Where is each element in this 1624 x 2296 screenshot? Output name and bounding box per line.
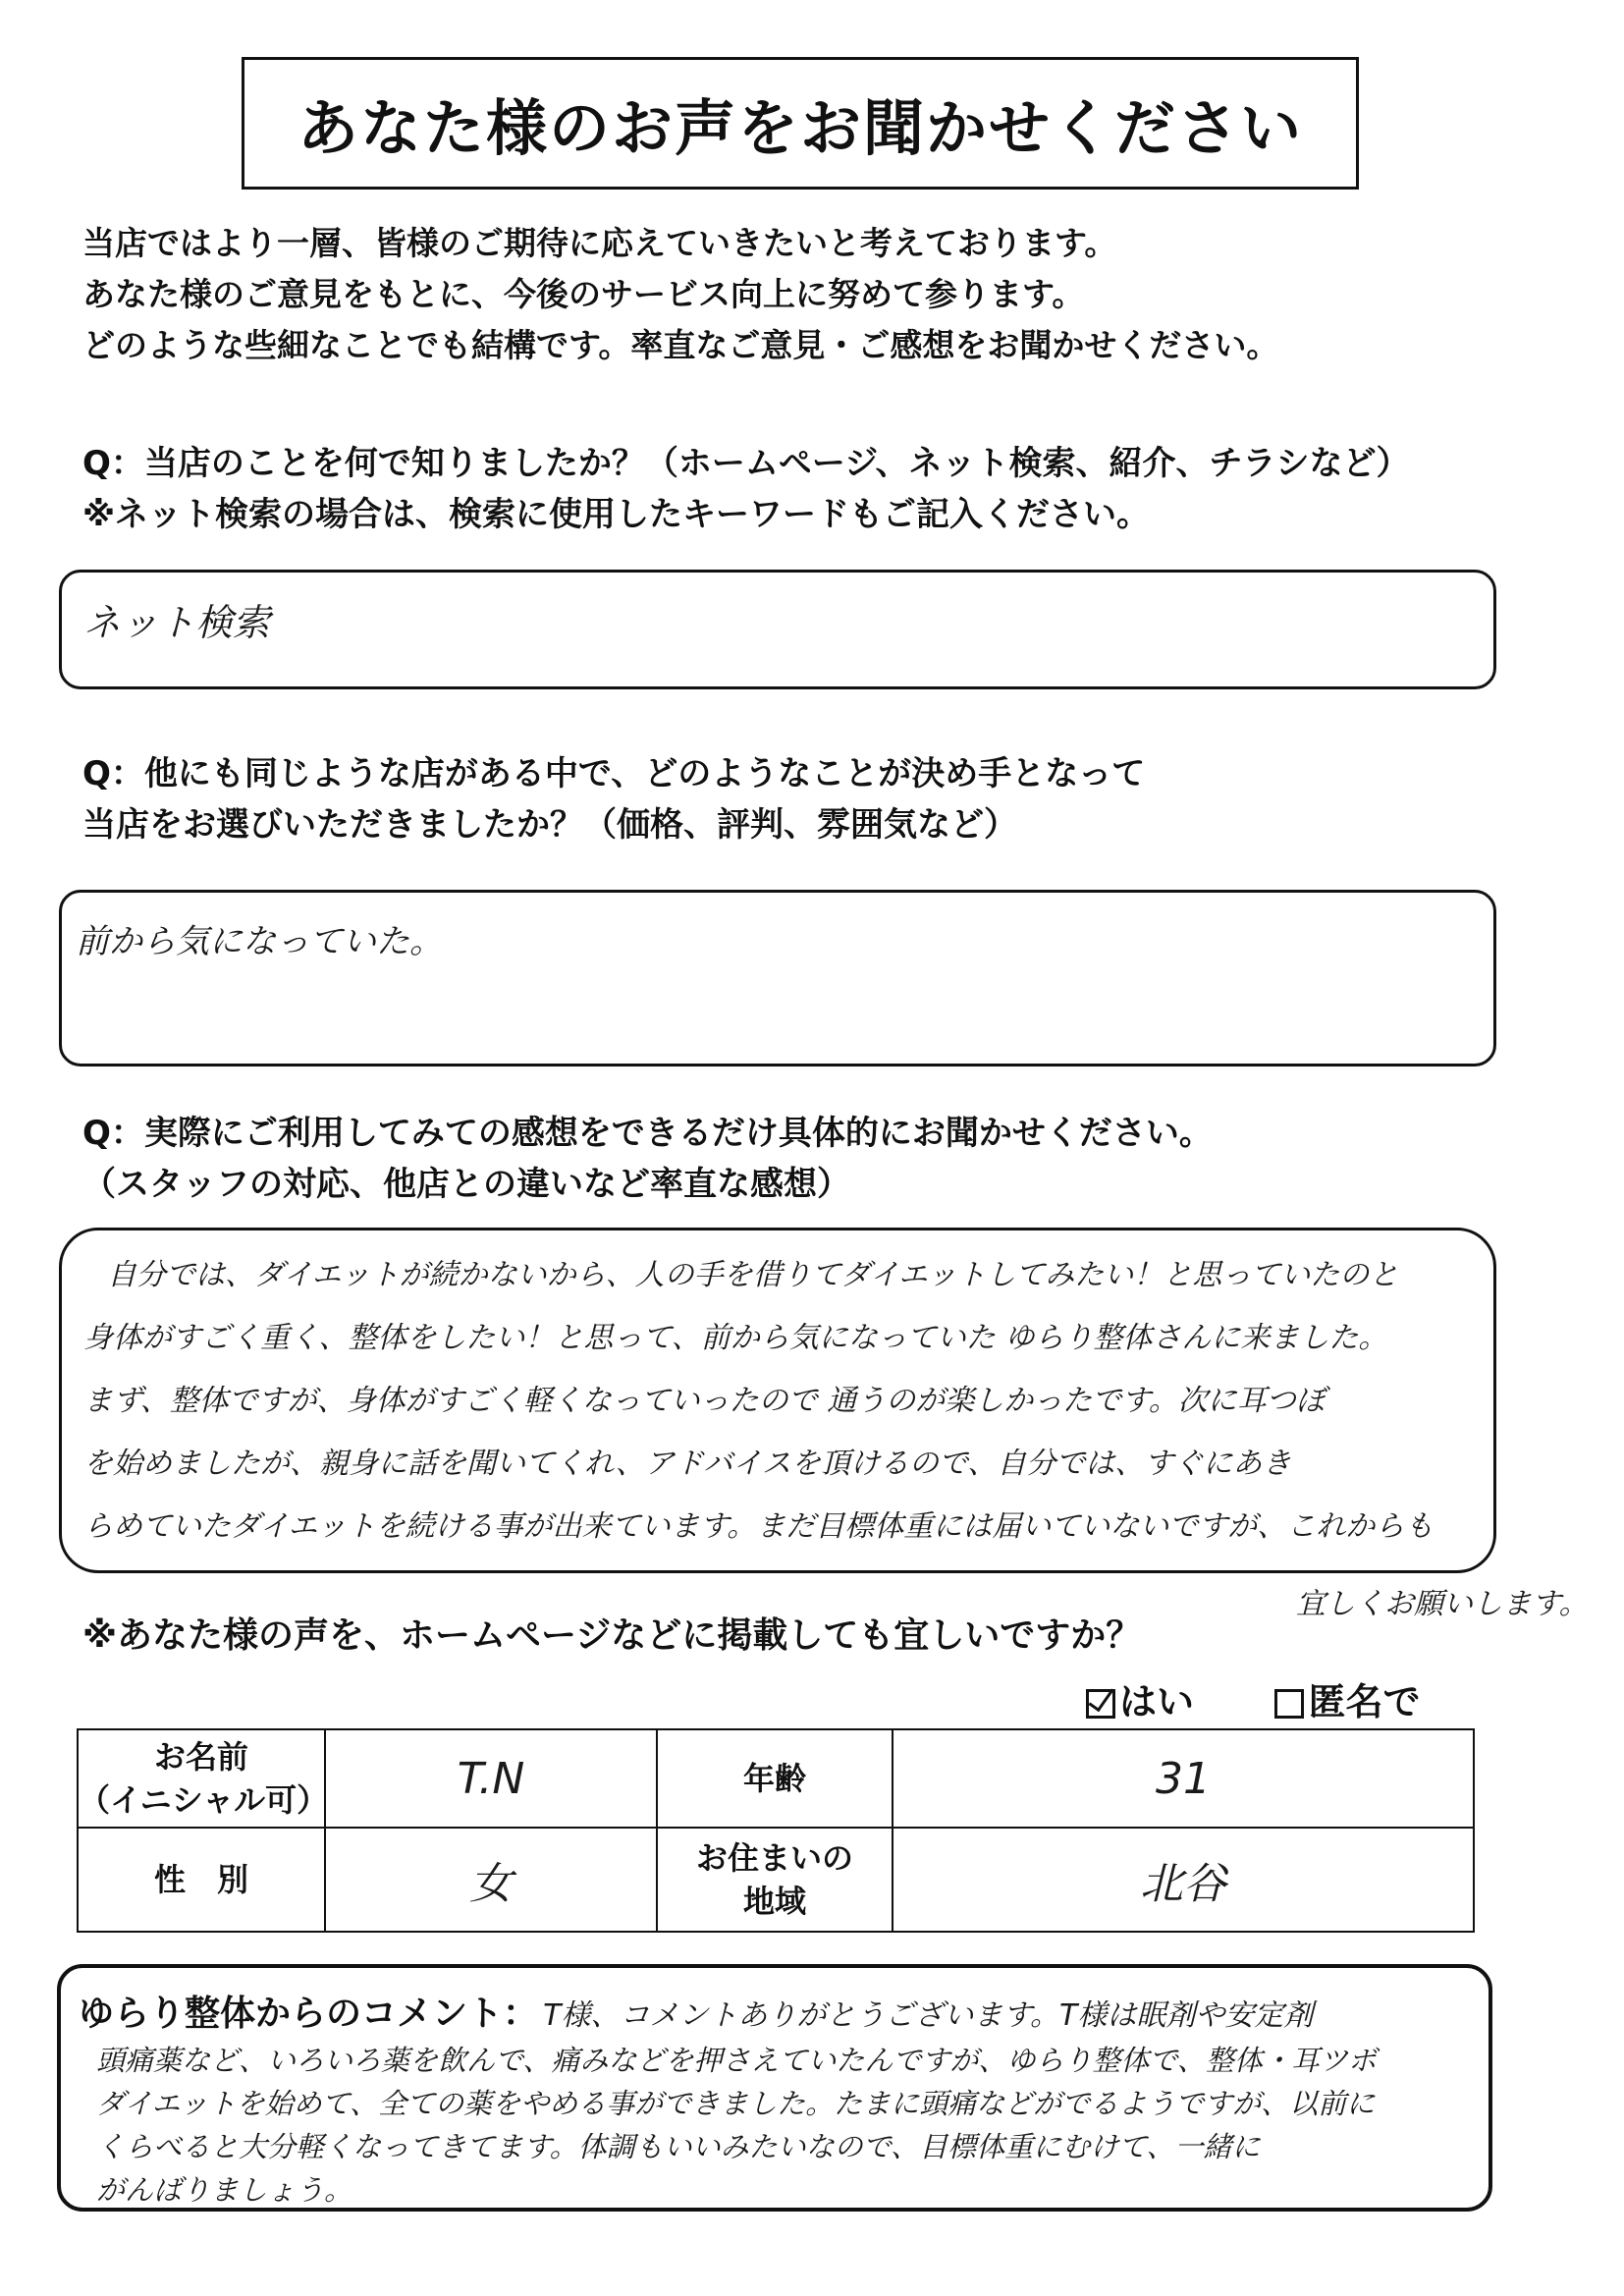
page-title: あなた様のお声をお聞かせください <box>297 92 1303 164</box>
checkbox-yes-icon[interactable] <box>1086 1689 1115 1719</box>
question-1 <box>82 438 1410 540</box>
answer-3-line: 自分では、ダイエットが続かないから、人の手を借りてダイエットしてみたい！と思っていたのと <box>107 1258 1399 1292</box>
answer-3-line: 身体がすごく重く、整体をしたい！と思って、前から気になっていた ゆらり整体さんに来ました。 <box>83 1321 1388 1355</box>
question-1-line-1: Q：当店のことを何で知りましたか？（ホームページ、ネット検索、紹介、チラシなど） <box>82 444 1410 483</box>
answer-3-line: を始めましたが、親身に話を聞いてくれ、アドバイスを頂けるので、自分では、すぐにあき <box>83 1447 1292 1481</box>
intro-text <box>82 218 1278 371</box>
question-3-line-1: Q：実際にご利用してみての感想をできるだけ具体的にお聞かせください。 <box>82 1114 1213 1153</box>
consent-options <box>1086 1671 1421 1725</box>
consent-question: ※あなた様の声を、ホームページなどに掲載しても宜しいですか？ <box>82 1615 1142 1656</box>
intro-line: あなた様のご意見をもとに、今後のサービス向上に努めて参ります。 <box>82 275 1085 313</box>
table-row <box>78 1729 1474 1828</box>
answer-3-text <box>83 1244 1434 1558</box>
question-2 <box>82 748 1145 850</box>
consent-yes-option[interactable] <box>1086 1680 1207 1723</box>
comment-heading: ゆらり整体からのコメント： <box>79 1994 539 2034</box>
comment-line: くらべると大分軽くなってきてます。体調もいいみたいなので、目標体重にむけて、一緒に <box>96 2130 1261 2163</box>
name-label-line-1: お名前 <box>153 1738 248 1776</box>
checkbox-anon-icon[interactable] <box>1274 1689 1304 1719</box>
intro-line: どのような些細なことでも結構です。率直なご意見・ご感想をお聞かせください。 <box>82 326 1279 364</box>
area-label <box>657 1828 893 1932</box>
age-value[interactable]: 31 <box>893 1729 1474 1828</box>
comment-text <box>96 2039 1377 2212</box>
title-box <box>242 57 1359 190</box>
age-label: 年齢 <box>657 1729 893 1828</box>
gender-value[interactable]: 女 <box>325 1828 657 1932</box>
info-table <box>77 1728 1475 1933</box>
comment-box <box>57 1964 1492 2212</box>
consent-yes-label: はい <box>1119 1680 1195 1723</box>
question-3-line-2: （スタッフの対応、他店との違いなど率直な感想） <box>82 1165 850 1204</box>
answer-2-text: 前から気になっていた。 <box>76 922 443 961</box>
question-3 <box>82 1108 1213 1210</box>
area-label-line-1: お住まいの <box>695 1839 853 1877</box>
answer-3-tail: 宜しくお願いします。 <box>1296 1587 1589 1621</box>
answer-2-box[interactable] <box>59 890 1496 1066</box>
name-label <box>78 1729 329 1828</box>
question-1-line-2: ※ネット検索の場合は、検索に使用したキーワードもご記入ください。 <box>82 495 1151 534</box>
comment-line: がんばりましょう。 <box>96 2173 353 2207</box>
comment-first-row <box>79 1986 1313 2036</box>
table-row <box>78 1828 1474 1932</box>
question-2-line-1: Q：他にも同じような店がある中で、どのようなことが決め手となって <box>82 754 1146 793</box>
answer-3-line: らめていたダイエットを続ける事が出来ています。まだ目標体重には届いていないですが、これからも <box>83 1509 1435 1544</box>
question-2-line-2: 当店をお選びいただきましたか？（価格、評判、雰囲気など） <box>82 805 1017 845</box>
comment-line: 頭痛薬など、いろいろ薬を飲んで、痛みなどを押さえていたんですが、ゆらり整体で、整体・耳ツボ <box>96 2044 1377 2077</box>
answer-3-box[interactable] <box>59 1228 1496 1573</box>
consent-anon-option[interactable] <box>1274 1680 1420 1723</box>
consent-anon-label: 匿名で <box>1308 1680 1421 1723</box>
area-label-line-2: 地域 <box>742 1883 806 1920</box>
answer-3-line: まず、整体ですが、身体がすごく軽くなっていったので 通うのが楽しかったです。次に耳つぼ <box>83 1384 1326 1418</box>
name-label-line-2: （イニシャル可） <box>79 1781 329 1819</box>
comment-line: T様、コメントありがとうございます。T様は眠剤や安定剤 <box>543 1998 1314 2033</box>
gender-label: 性 別 <box>78 1828 325 1932</box>
name-value[interactable]: T.N <box>325 1729 657 1828</box>
intro-line: 当店ではより一層、皆様のご期待に応えていきたいと考えております。 <box>82 224 1117 262</box>
answer-1-text: ネット検索 <box>83 601 271 644</box>
answer-1-box[interactable] <box>59 570 1496 689</box>
area-value[interactable]: 北谷 <box>893 1828 1474 1932</box>
comment-line: ダイエットを始めて、全ての薬をやめる事ができました。たまに頭痛などがでるようですが、以前に <box>96 2087 1376 2120</box>
